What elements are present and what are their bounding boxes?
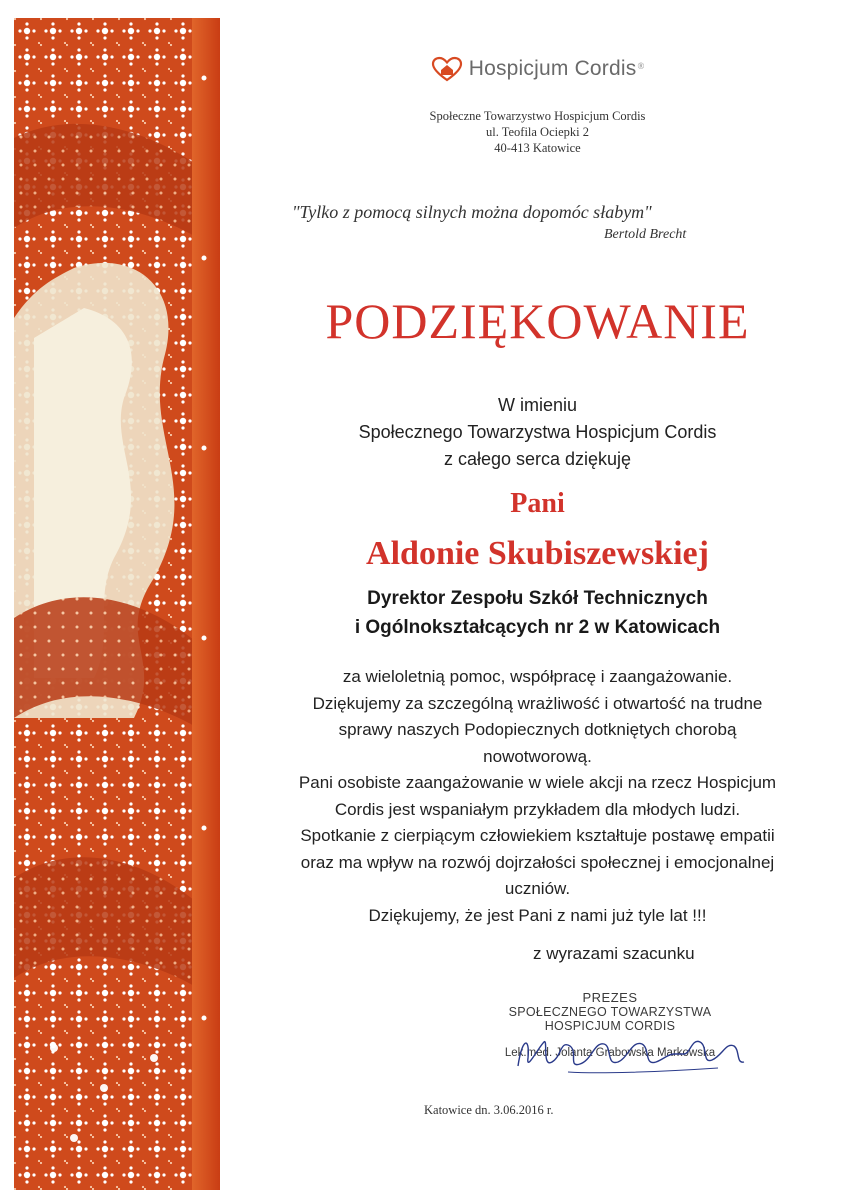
street-address: ul. Teofila Ociepki 2 <box>485 125 590 139</box>
body-line: sprawy naszych Podopiecznych dotkniętych chorobą <box>338 720 737 739</box>
body-line: uczniów. <box>504 879 571 898</box>
position-line: Dyrektor Zespołu Szkół Technicznych <box>367 588 708 609</box>
quote-author: Bertold Brecht <box>604 227 687 242</box>
body-line: Cordis jest wspaniałym przykładem dla młodych ludzi. <box>334 799 741 819</box>
stamp-title: PREZES <box>582 990 638 1005</box>
organization-address <box>230 108 845 156</box>
stamp-org-line: HOSPICJUM CORDIS <box>544 1019 676 1033</box>
issue-date: Katowice dn. 3.06.2016 r. <box>424 1103 554 1117</box>
handwritten-signature <box>508 1028 748 1078</box>
stamp-signatory-name: Lek.med. Jolanta Grabowska Markowska <box>504 1047 716 1059</box>
lace-pattern-image <box>14 18 220 1190</box>
city-postal: 40-413 Katowice <box>494 141 581 155</box>
body-paragraph <box>230 664 845 929</box>
intro-block <box>230 392 845 473</box>
body-line: nowotworową. <box>483 746 592 766</box>
logo-wordmark: Hospicjum Cordis <box>468 57 637 80</box>
recipient-position <box>230 584 845 642</box>
body-line: Dziękujemy za szczególną wrażliwość i otwartość na trudne <box>312 693 763 713</box>
quote-text: "Tylko z pomocą silnych można dopomóc słabym" <box>292 202 652 222</box>
stamp-org-line: SPOŁECZNEGO TOWARZYSTWA <box>508 1005 712 1019</box>
body-line: Pani osobiste zaangażowanie w wiele akcji na rzecz Hospicjum <box>298 773 777 792</box>
body-line: Dziękujemy, że jest Pani z nami już tyle lat !!! <box>368 905 707 925</box>
lace-border-decoration <box>14 18 220 1190</box>
intro-line: Społecznego Towarzystwa Hospicjum Cordis <box>358 422 717 442</box>
heart-house-icon <box>431 56 463 82</box>
body-line: oraz ma wpływ na rozwój dojrzałości społecznej i emocjonalnej <box>300 852 775 872</box>
body-line: Spotkanie z cierpiącym człowiekiem kształtuje postawę empatii <box>300 826 775 845</box>
closing-phrase: z wyrazami szacunku <box>533 944 695 963</box>
recipient-salutation: Pani <box>510 488 565 519</box>
intro-line: z całego serca dziękuję <box>443 449 632 469</box>
registered-mark: ® <box>637 60 645 71</box>
document-title: PODZIĘKOWANIE <box>325 293 750 349</box>
intro-line: W imieniu <box>497 395 577 415</box>
organization-logo <box>230 56 845 82</box>
position-line: i Ogólnokształcących nr 2 w Katowicach <box>354 617 721 638</box>
org-name: Społeczne Towarzystwo Hospicjum Cordis <box>429 109 646 123</box>
body-line: za wieloletnią pomoc, współpracę i zaangażowanie. <box>342 667 733 686</box>
recipient-name: Aldonie Skubiszewskiej <box>366 535 709 572</box>
